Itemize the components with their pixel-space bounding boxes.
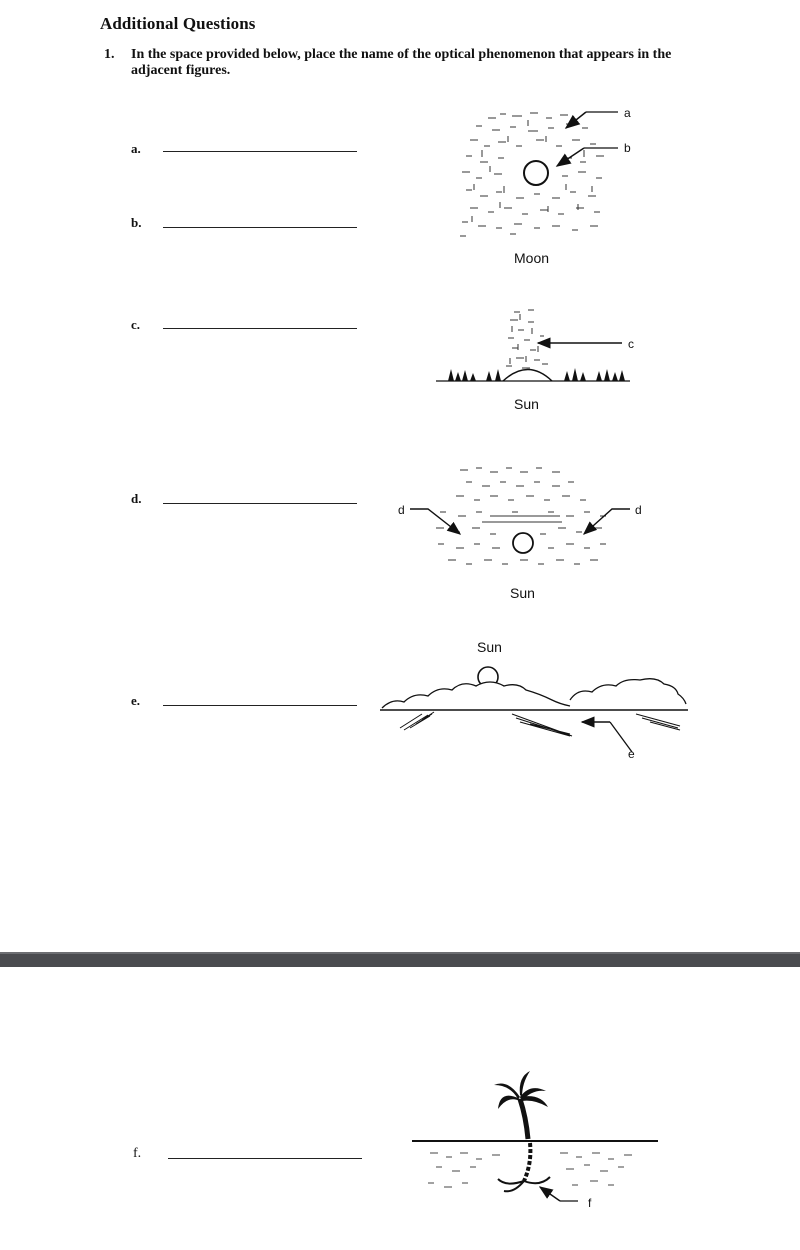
callout-d-right: d bbox=[635, 503, 642, 517]
answer-label-c: c. bbox=[131, 317, 141, 332]
question-number: 1. bbox=[104, 47, 115, 62]
palm-mirage-figure bbox=[0, 967, 800, 1250]
answer-label-f: f. bbox=[133, 1146, 142, 1161]
callout-c: c bbox=[628, 337, 634, 351]
sun-dogs-figure bbox=[398, 468, 642, 601]
answer-label-d: d. bbox=[131, 491, 142, 506]
answer-label-a: a. bbox=[131, 141, 141, 156]
answer-label-b: b. bbox=[131, 215, 142, 230]
caption-sun-pillar: Sun bbox=[514, 396, 539, 412]
callout-f: f bbox=[588, 1196, 592, 1210]
callout-a: a bbox=[624, 106, 631, 120]
sun-pillar-figure bbox=[436, 310, 634, 412]
caption-moon: Moon bbox=[514, 250, 550, 266]
answer-label-e: e. bbox=[131, 693, 141, 708]
caption-mirage-sun: Sun bbox=[477, 639, 502, 655]
mirage-figure bbox=[380, 639, 688, 761]
moon-halo-figure bbox=[460, 106, 631, 266]
caption-sun-dogs: Sun bbox=[510, 585, 535, 601]
callout-b: b bbox=[624, 141, 631, 155]
question-text: In the space provided below, place the name of the optical phenomenon that appears in the adjacent figures. bbox=[131, 47, 672, 78]
page-divider bbox=[0, 952, 800, 967]
callout-d-left: d bbox=[398, 503, 405, 517]
worksheet-page-2 bbox=[0, 967, 800, 1250]
callout-e: e bbox=[628, 747, 635, 761]
page-title: Additional Questions bbox=[100, 14, 256, 33]
